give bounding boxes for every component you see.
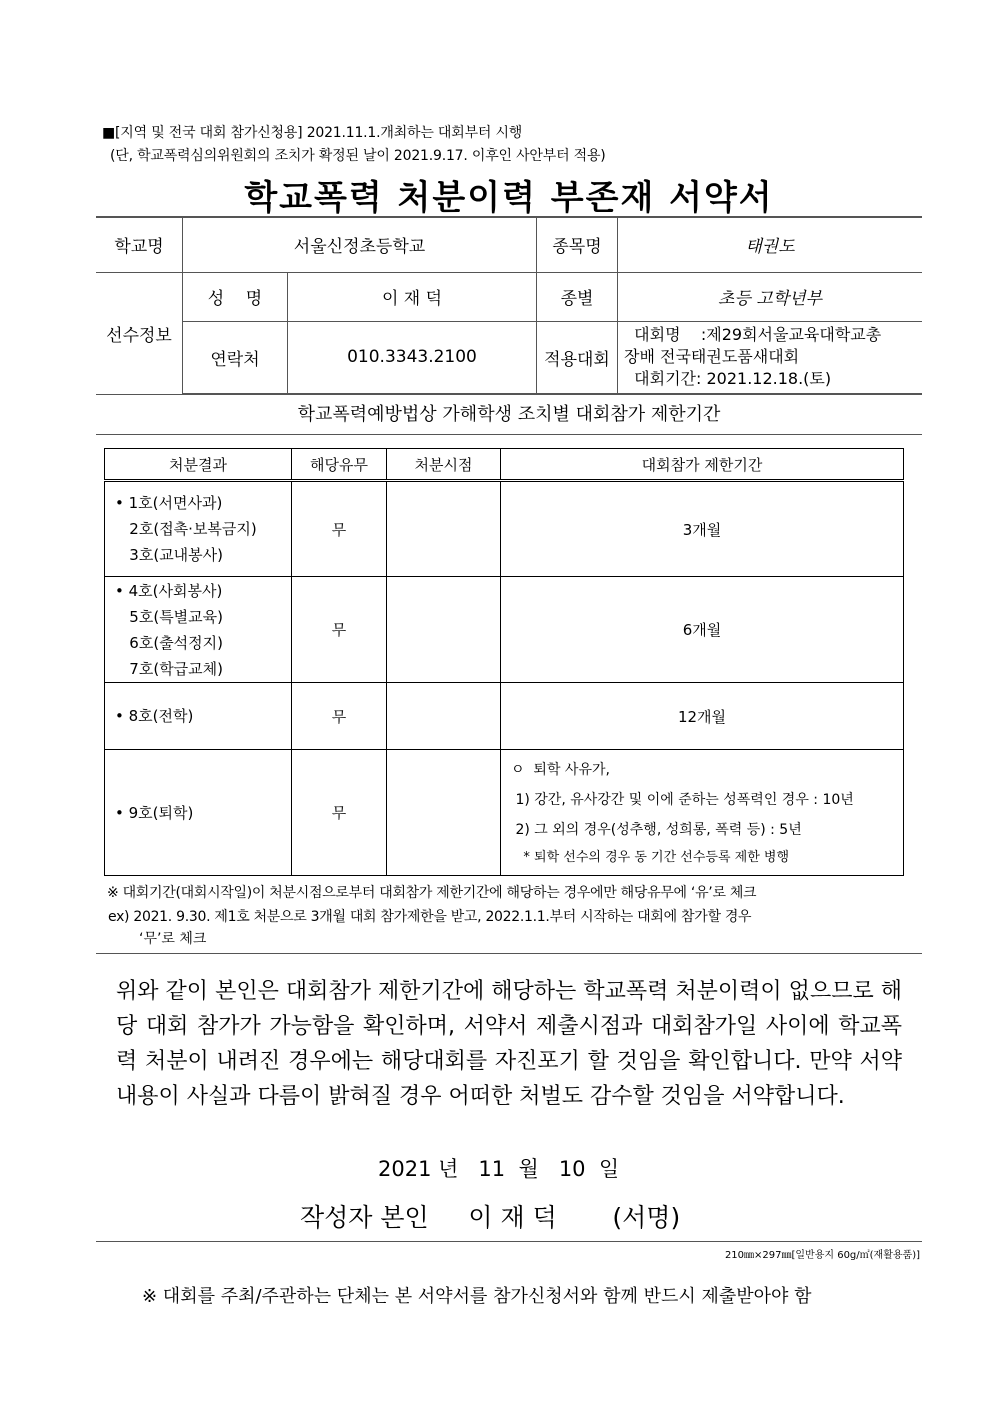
header-period: 대회참가 제한기간	[501, 449, 904, 481]
table-row	[105, 577, 904, 683]
result-item: 7호(학급교체)	[115, 659, 224, 678]
period-cell: 12개월	[501, 683, 904, 750]
pledge-paragraph: 위와 같이 본인은 대회참가 제한기간에 해당하는 학교폭력 처분이력이 없으므로 해당 대회 참가가 가능함을 확인하며, 서약서 제출시점과 대회참가일 사이에 학교폭력 처분이 내려진 경우에는 해당대회를 자진포기 할 것임을 확인합니다. 만약 서약내용이 사실과 다름이 밝혀질 경우 어떠한 처벌도 감수할 것임을 서약합니다.	[116, 979, 902, 1109]
result-cell	[105, 683, 292, 750]
result-item: • 1호(서면사과)	[115, 494, 223, 512]
school-label: 학교명	[96, 217, 183, 272]
school-value: 서울신정초등학교	[183, 217, 537, 272]
date-cell	[387, 683, 501, 750]
note-2: ex) 2021. 9.30. 제1호 처분으로 3개월 대회 참가제한을 받고, 2022.1.1.부터 시작하는 대회에 참가할 경우	[108, 909, 752, 925]
result-item: 6호(출석정지)	[115, 633, 224, 652]
event-label: 종목명	[537, 217, 618, 272]
competition-period: 대회기간: 2021.12.18.(토)	[624, 369, 832, 389]
category-value: 초등 고학년부	[618, 272, 923, 321]
result-item: • 8호(전학)	[115, 707, 194, 725]
result-item: • 4호(사회봉사)	[115, 581, 223, 600]
player-info-label: 선수정보	[96, 272, 183, 394]
header-applicable: 해당유무	[292, 449, 387, 481]
header-line-1: ■[지역 및 전국 대회 참가신청용] 2021.11.1.개최하는 대회부터 시행	[102, 125, 523, 141]
result-item: • 9호(퇴학)	[115, 803, 194, 822]
competition-label: 적용대회	[537, 321, 618, 394]
divider	[96, 953, 922, 954]
header-date: 처분시점	[387, 449, 501, 481]
period-line: 2) 그 외의 경우(성추행, 성희롱, 폭력 등) : 5년	[511, 821, 802, 838]
competition-name-line-2: 장배 전국태권도품새대회	[624, 347, 800, 367]
applicable-cell: 무	[292, 683, 387, 750]
date-cell	[387, 481, 501, 577]
header-line-2: (단, 학교폭력심의위원회의 조치가 확정된 날이 2021.9.17. 이후인 사안부터 적용)	[110, 148, 606, 164]
competition-info	[618, 321, 923, 394]
footer-note: ※ 대회를 주최/주관하는 단체는 본 서약서를 참가신청서와 함께 반드시 제출받아야 함	[142, 1286, 812, 1307]
name-value: 이 재 덕	[288, 272, 537, 321]
period-cell: 6개월	[501, 577, 904, 683]
signing-date: 2021 년 11 월 10 일	[378, 1157, 620, 1181]
period-cell	[501, 750, 904, 876]
note-1: ※ 대회기간(대회시작일)이 처분시점으로부터 대회참가 제한기간에 해당하는 경우에만 해당유무에 ‘유’로 체크	[107, 885, 757, 901]
name-label: 성 명	[183, 272, 288, 321]
date-cell	[387, 577, 501, 683]
result-cell	[105, 750, 292, 876]
period-cell: 3개월	[501, 481, 904, 577]
result-item: 5호(특별교육)	[115, 607, 224, 626]
note-3: ‘무’로 체크	[139, 931, 207, 947]
result-item: 2호(접촉·보복금지)	[115, 520, 257, 538]
event-value: 태권도	[618, 217, 923, 272]
paper-spec: 210㎜×297㎜[일반용지 60g/㎡(재활용품)]	[724, 1250, 920, 1261]
applicant-info-table	[96, 216, 922, 395]
header-result: 처분결과	[105, 449, 292, 481]
signature-line: 작성자 본인 이 재 덕 (서명)	[300, 1203, 681, 1232]
table-row	[105, 683, 904, 750]
result-cell	[105, 577, 292, 683]
result-cell	[105, 481, 292, 577]
table-row	[105, 481, 904, 577]
applicable-cell: 무	[292, 577, 387, 683]
contact-value: 010.3343.2100	[288, 321, 537, 394]
applicable-cell: 무	[292, 481, 387, 577]
table-row	[105, 750, 904, 876]
category-label: 종별	[537, 272, 618, 321]
competition-name-line-1: 대회명 :제29회서울교육대학교총	[624, 325, 882, 345]
period-line: * 퇴학 선수의 경우 동 기간 선수등록 제한 병행	[511, 849, 789, 865]
divider	[96, 434, 922, 435]
applicable-cell: 무	[292, 750, 387, 876]
date-cell	[387, 750, 501, 876]
period-line: 1) 강간, 유사강간 및 이에 준하는 성폭력인 경우 : 10년	[511, 791, 854, 808]
contact-label: 연락처	[183, 321, 288, 394]
result-item: 3호(교내봉사)	[115, 546, 224, 564]
period-line: ㅇ 퇴학 사유가,	[511, 761, 610, 778]
section-title: 학교폭력예방법상 가해학생 조치별 대회참가 제한기간	[297, 404, 721, 425]
document-title: 학교폭력 처분이력 부존재 서약서	[244, 178, 774, 218]
restriction-table	[104, 448, 904, 876]
divider	[96, 1241, 922, 1242]
